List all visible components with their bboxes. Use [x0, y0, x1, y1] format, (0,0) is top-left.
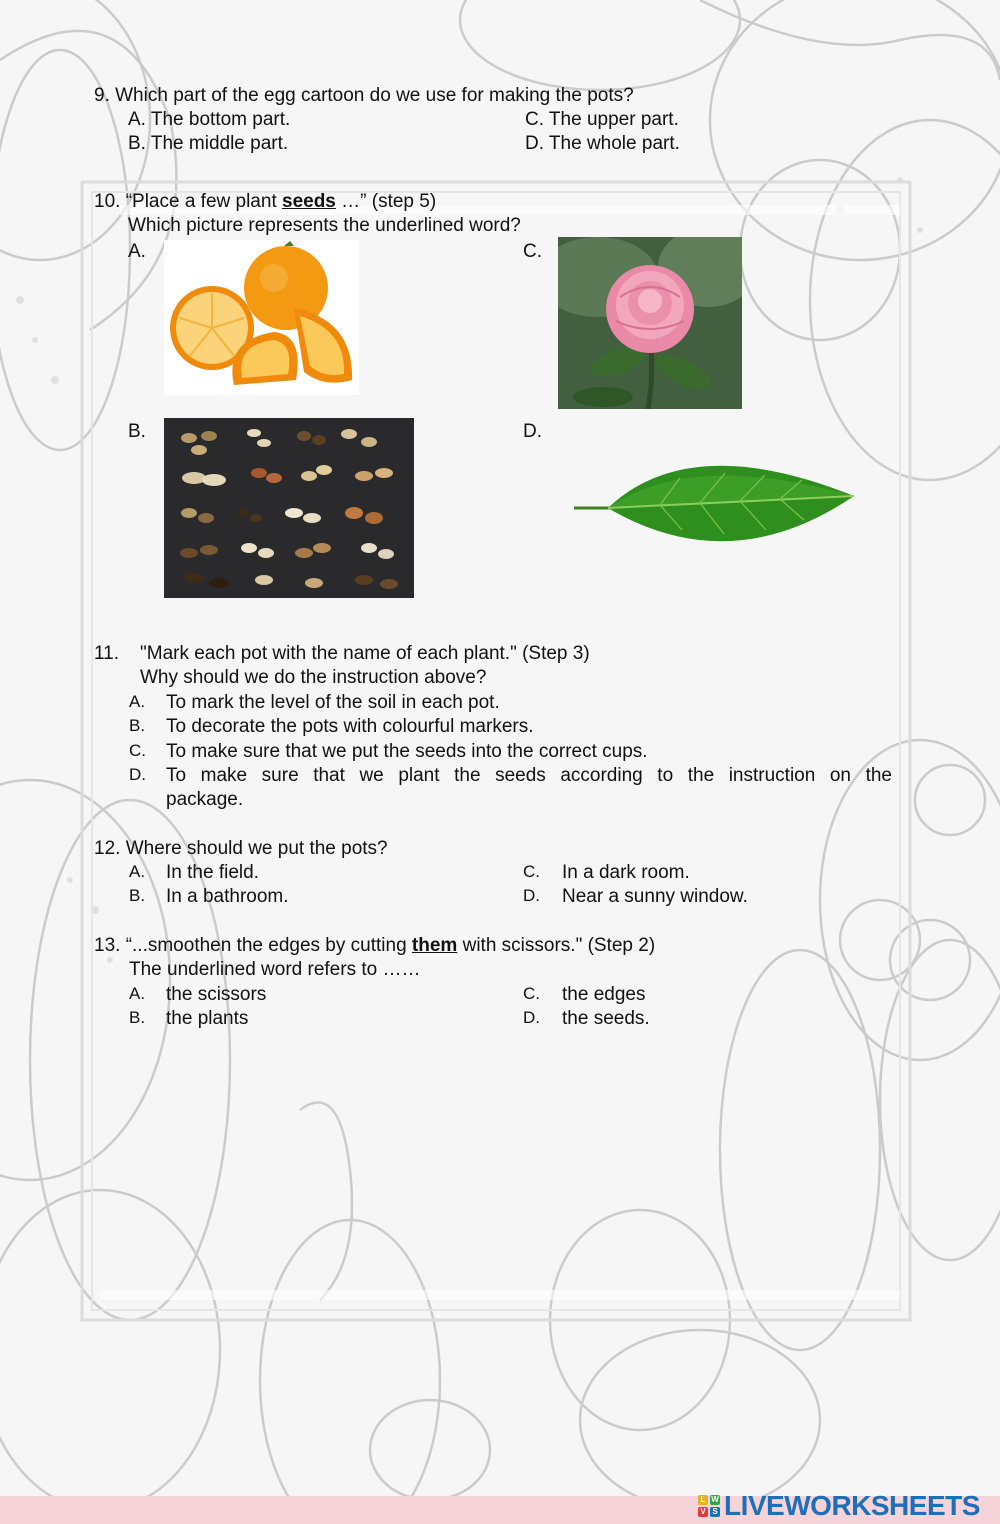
- q10-question-prefix: 10. “Place a few plant: [94, 191, 282, 212]
- q9-option-a[interactable]: A. The bottom part.: [128, 109, 291, 130]
- pink-rose-image: [558, 237, 742, 409]
- q13-question-prefix: 13. “...smoothen the edges by cutting: [94, 935, 412, 956]
- q12-option-a-letter: A.: [129, 862, 146, 881]
- q12-option-c-letter: C.: [523, 862, 540, 881]
- q10-question-suffix: …” (step 5): [335, 191, 437, 212]
- logo-letter-l: L: [698, 1495, 708, 1505]
- q13-option-b-letter: B.: [129, 1008, 146, 1027]
- q11-option-d-continuation: package.: [166, 789, 244, 810]
- q11-option-b-letter: B.: [129, 716, 146, 735]
- assorted-seeds-image: [164, 418, 414, 598]
- liveworksheets-logo-text: LIVEWORKSHEETS: [724, 1490, 980, 1521]
- q13-subquestion: The underlined word refers to ……: [129, 959, 421, 980]
- q10-label-d: D.: [523, 421, 542, 442]
- q11-option-b[interactable]: To decorate the pots with colourful markers.: [166, 716, 534, 737]
- q11-option-d[interactable]: To make sure that we plant the seeds according to the instruction on the: [166, 765, 892, 786]
- q11-subquestion: Why should we do the instruction above?: [140, 667, 487, 688]
- q9-option-c[interactable]: C. The upper part.: [525, 109, 679, 130]
- q13-option-a[interactable]: the scissors: [166, 984, 267, 1005]
- q10-picture-c[interactable]: [558, 237, 742, 409]
- logo-letter-s: S: [710, 1507, 720, 1517]
- q13-option-a-letter: A.: [129, 984, 146, 1003]
- q10-subquestion: Which picture represents the underlined word?: [128, 215, 521, 236]
- q10-label-c: C.: [523, 241, 542, 262]
- q11-number: 11.: [94, 643, 120, 664]
- liveworksheets-logo-icon: [698, 1495, 720, 1517]
- q10-picture-d[interactable]: [570, 440, 860, 570]
- q13-option-b[interactable]: the plants: [166, 1008, 249, 1029]
- q11-option-d-letter: D.: [129, 765, 146, 784]
- logo-letter-w: W: [711, 1495, 719, 1504]
- green-leaf-image: [570, 440, 860, 570]
- q13-option-c-letter: C.: [523, 984, 540, 1003]
- q13-question-suffix: with scissors." (Step 2): [457, 935, 656, 956]
- q10-picture-b[interactable]: [164, 418, 414, 598]
- liveworksheets-logo[interactable]: [698, 1488, 980, 1524]
- q13-underlined-word: them: [411, 935, 458, 956]
- q10-label-a: A.: [128, 241, 146, 262]
- q12-question: 12. Where should we put the pots?: [94, 838, 388, 859]
- q13-question: [94, 934, 655, 958]
- q13-option-c[interactable]: the edges: [562, 984, 646, 1005]
- q12-option-d[interactable]: Near a sunny window.: [562, 886, 748, 907]
- q10-underlined-word: seeds: [282, 191, 336, 212]
- q9-option-d[interactable]: D. The whole part.: [525, 133, 680, 154]
- q12-option-a[interactable]: In the field.: [166, 862, 259, 883]
- q9-question: 9. Which part of the egg cartoon do we use for making the pots?: [94, 85, 634, 106]
- q12-option-d-letter: D.: [523, 886, 540, 905]
- q12-option-b[interactable]: In a bathroom.: [166, 886, 289, 907]
- q10-question: [94, 190, 436, 214]
- logo-letter-v: V: [698, 1507, 708, 1517]
- q12-option-b-letter: B.: [129, 886, 146, 905]
- q11-option-a-letter: A.: [129, 692, 146, 711]
- q12-option-c[interactable]: In a dark room.: [562, 862, 690, 883]
- q11-question: "Mark each pot with the name of each plant." (Step 3): [140, 643, 590, 664]
- q13-option-d[interactable]: the seeds.: [562, 1008, 650, 1029]
- orange-fruit-image: [164, 240, 359, 395]
- q11-option-a[interactable]: To mark the level of the soil in each pot.: [166, 692, 500, 713]
- q9-option-b[interactable]: B. The middle part.: [128, 133, 289, 154]
- q10-label-b: B.: [128, 421, 146, 442]
- q11-option-c-letter: C.: [129, 741, 146, 760]
- q10-picture-a[interactable]: [164, 240, 359, 395]
- q11-option-c[interactable]: To make sure that we put the seeds into the correct cups.: [166, 741, 648, 762]
- q13-option-d-letter: D.: [523, 1008, 540, 1027]
